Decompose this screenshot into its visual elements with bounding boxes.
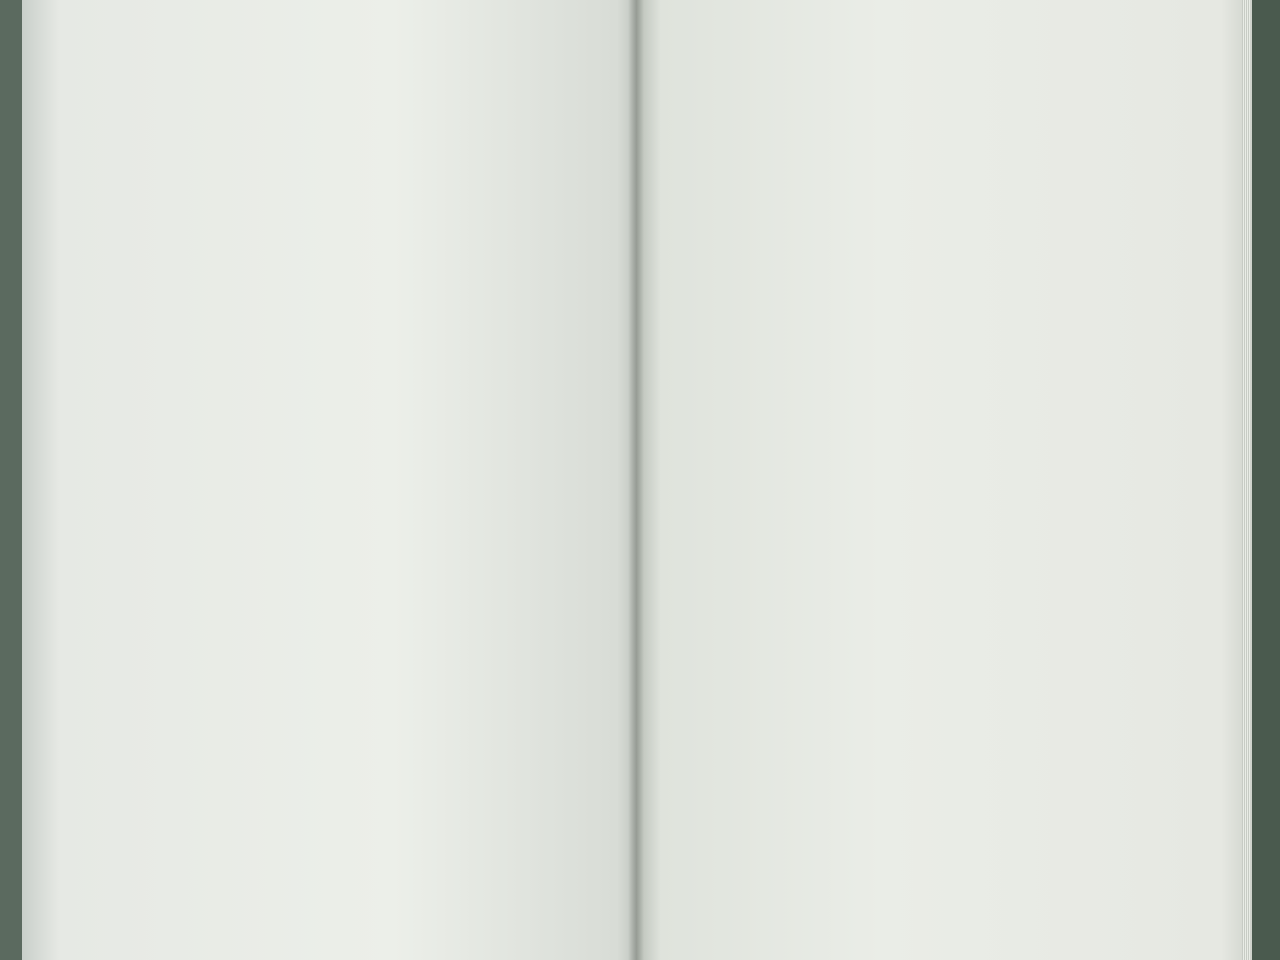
right-page — [636, 0, 1252, 960]
gutter-shadow — [628, 0, 644, 960]
page-edges — [1242, 0, 1250, 960]
left-page — [22, 0, 642, 960]
book-cover-right — [1250, 0, 1280, 960]
